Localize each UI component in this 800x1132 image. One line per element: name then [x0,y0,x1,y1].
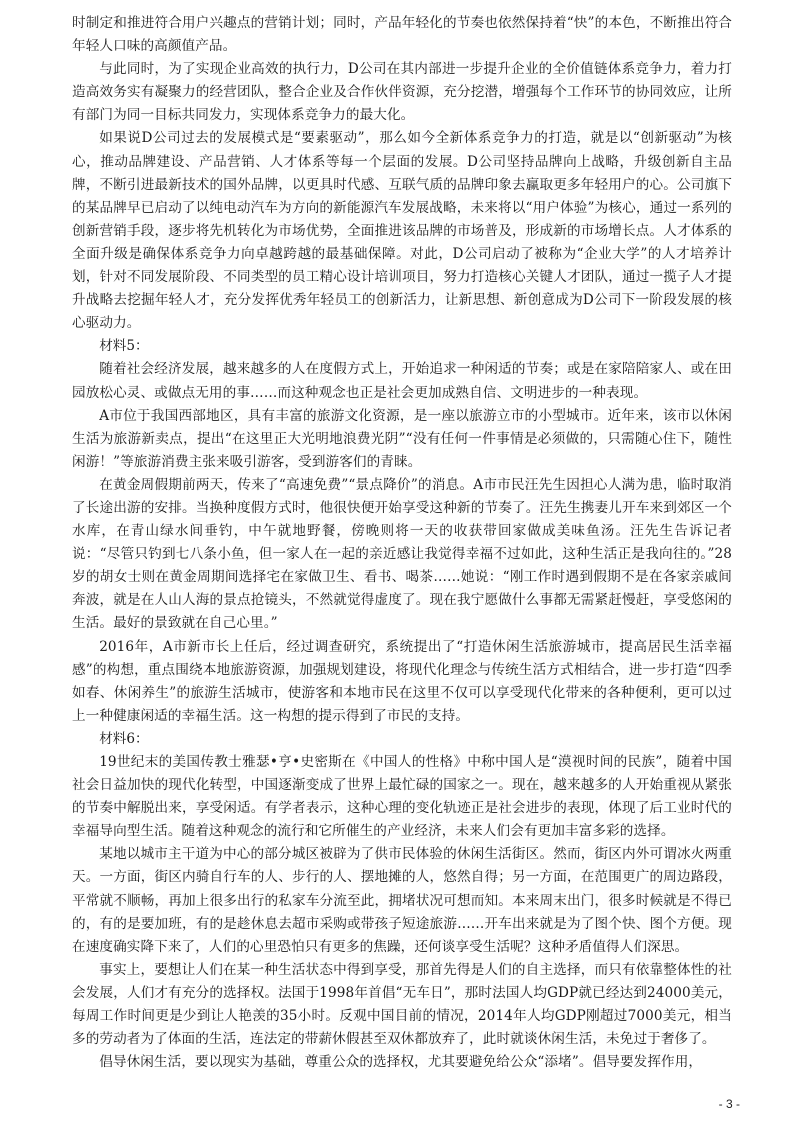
paragraph: 与此同时，为了实现企业高效的执行力，D公司在其内部进一步提升企业的全价值链体系竞争力，着力打造高效务实有凝聚力的经营团队，整合企业及合作伙伴资源，充分挖潜，增强每个工作环节的协同效应，让所有部门为同一目标共同发力，实现体系竞争力的最大化。 [72,61,732,124]
paragraph: 事实上，要想让人们在某一种生活状态中得到享受，那首先得是人们的自主选择，而只有依靠整体性的社会发展，人们才有充分的选择权。法国于1998年首倡“无车日”，那时法国人均GDP就已经达到24000美元，每周工作时间更是少到让人艳羡的35小时。反观中国目前的情况，2014年人均GDP刚超过7000美元，相当多的劳动者为了体面的生活，连法定的带薪休假甚至双休都放弃了，此时就谈休闲生活，未免过于奢侈了。 [72,961,732,1048]
page-number: - 3 - [718,1097,740,1111]
paragraph: 2016年，A市新市长上任后，经过调查研究，系统提出了“打造休闲生活旅游城市，提高居民生活幸福感”的构想，重点围绕本地旅游资源，加强规划建设，将现代化理念与传统生活方式相结合，进一步打造“四季如春、休闲养生”的旅游生活城市，使游客和本地市民在这里不仅可以享受现代化带来的各种便利，更可以过上一种健康闲适的幸福生活。这一构想的提示得到了市民的支持。 [72,638,732,724]
paragraph: 时制定和推进符合用户兴趣点的营销计划；同时，产品年轻化的节奏也依然保持着“快”的本色，不断推出符合年轻人口味的高颜值产品。 [72,15,732,55]
paragraph: A市位于我国西部地区，具有丰富的旅游文化资源，是一座以旅游立市的小型城市。近年来，该市以休闲生活为旅游新卖点，提出“在这里正大光明地浪费光阴”“没有任何一件事情是必须做的，只需随心住下，随性闲游！”等旅游消费主张来吸引游客，受到游客们的青睐。 [72,407,732,470]
paragraph: 某地以城市主干道为中心的部分城区被辟为了供市民体验的休闲生活街区。然而，街区内外可谓冰火两重天。一方面，街区内骑自行车的人、步行的人、摆地摊的人，悠然自得；另一方面，在范围更广的周边路段，平常就不顺畅，再加上很多出行的私家车分流至此，拥堵状况可想而知。本来周末出门，很多时候就是不得已的，有的是要加班，有的是趁休息去超市采购或带孩子短途旅游……开车出来就是为了图个快、图个方便。现在速度确实降下来了，人们的心里恐怕只有更多的焦躁，还何谈享受生活呢？这种矛盾值得人们深思。 [72,846,732,955]
material-heading: 材料6： [99,730,149,747]
paragraph: 如果说D公司过去的发展模式是“要素驱动”，那么如今全新体系竞争力的打造，就是以“创新驱动”为核心，推动品牌建设、产品营销、人才体系等每一个层面的发展。D公司坚持品牌向上战略，升级创新自主品牌，不断引进最新技术的国外品牌，以更具时代感、互联气质的品牌印象去赢取更多年轻用户的心。公司旗下的某品牌早已启动了以纯电动汽车为方向的新能源汽车发展战略，未来将以“用户体验”为核心，通过一系列的创新营销手段，逐步将先机转化为市场优势，全面推进该品牌的市场普及，形成新的市场增长点。人才体系的全面升级是确保体系竞争力向卓越跨越的最基础保障。对此，D公司启动了被称为“企业大学”的人才培养计划，针对不同发展阶段、不同类型的员工精心设计培训项目，努力打造核心关键人才团队，通过一揽子人才提升战略去挖掘年轻人才，充分发挥优秀年轻员工的创新活力，让新思想、新创意成为D公司下一阶段发展的核心驱动力。 [72,130,732,332]
paragraph: 倡导休闲生活，要以现实为基础，尊重公众的选择权，尤其要避免给公众“添堵”。倡导要发挥作用， [99,1054,703,1071]
paragraph: 19世纪末的美国传教士雅瑟•亨•史密斯在《中国人的性格》中称中国人是“漠视时间的民族”，随着中国社会日益加快的现代化转型，中国逐渐变成了世界上最忙碌的国家之一。现在，越来越多的人开始重视从紧张的节奏中解脱出来，享受闲适。有学者表示，这种心理的变化轨迹正是社会进步的表现，体现了后工业时代的幸福导向型生活。随着这种观念的流行和它所催生的产业经济，未来人们会有更加丰富多彩的选择。 [72,754,732,840]
paragraph: 随着社会经济发展，越来越多的人在度假方式上，开始追求一种闲适的节奏；或是在家陪陪家人、或在田园放松心灵、或做点无用的事……而这种观念也正是社会更加成熟自信、文明进步的一种表现。 [72,361,732,401]
paragraph: 在黄金周假期前两天，传来了“高速免费”“景点降价”的消息。A市市民汪先生因担心人满为患，临时取消了长途出游的安排。当换种度假方式时，他很快便开始享受这种新的节奏了。汪先生携妻儿开车来到郊区一个水库，在青山绿水间垂钓，中午就地野餐，傍晚则将一天的收获带回家做成美味鱼汤。汪先生告诉记者说：“尽管只钓到七八条小鱼，但一家人在一起的亲近感让我觉得幸福不过如此，这种生活正是我向往的。”28岁的胡女士则在黄金周期间选择宅在家做卫生、看书、喝茶……她说：“刚工作时遇到假期不是在各家亲戚间奔波，就是在人山人海的景点抢镜头，不然就觉得虚度了。现在我宁愿做什么事都无需紧赶慢赶，享受悠闲的生活。最好的景致就在自己心里。” [72,476,732,632]
document-body [72,12,732,1074]
material-heading: 材料5： [99,338,149,355]
